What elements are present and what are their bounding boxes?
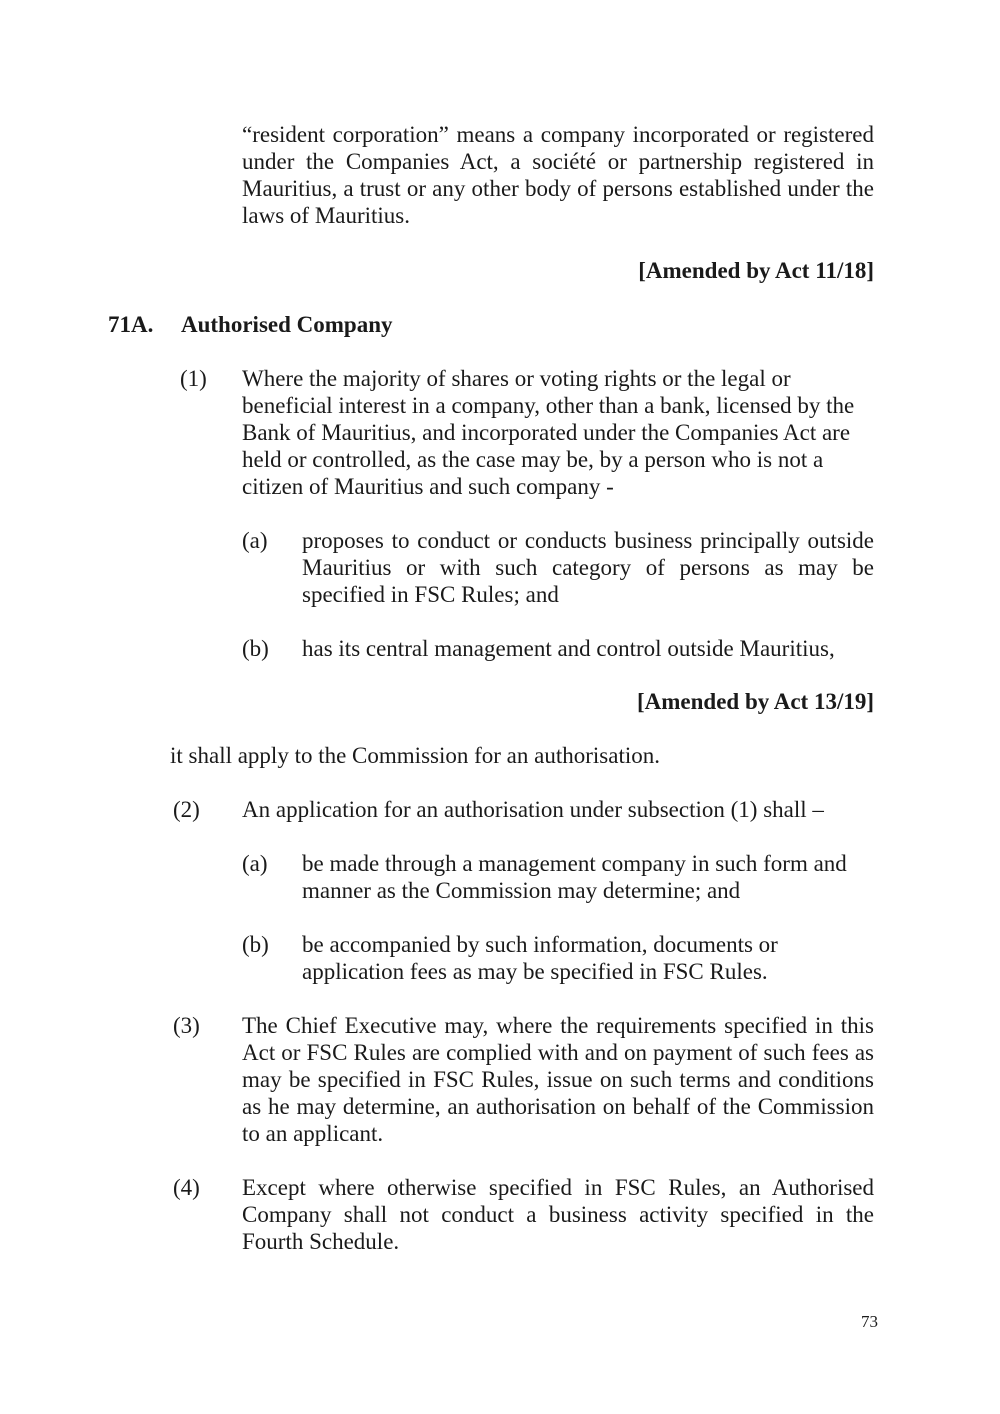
subsection-3-text: The Chief Executive may, where the requirements specified in this Act or FSC Rules are complied with and on payment of such fees as may be specified in FSC Rules, issue on such terms and conditions as he may determine, an authorisation on behalf of the Commission to an applicant. <box>242 1013 874 1146</box>
subsection-4-text: Except where otherwise specified in FSC Rules, an Authorised Company shall not conduct a business activity specified in the Fourth Schedule. <box>242 1175 874 1254</box>
subsection-1b-text: has its central management and control outside Mauritius, <box>302 636 835 661</box>
amendment-note-13-19: [Amended by Act 13/19] <box>636 689 874 714</box>
subsection-2-text: An application for an authorisation under subsection (1) shall – <box>242 797 824 822</box>
amendment-note-11-18: [Amended by Act 11/18] <box>638 258 874 283</box>
subsection-1a-text: proposes to conduct or conducts business principally outside Mauritius or with such category of persons as may be specified in FSC Rules; and <box>302 528 874 607</box>
section-number: 71A. <box>108 312 154 337</box>
subsection-2b-text: be accompanied by such information, documents or application fees as may be specified in FSC Rules. <box>302 932 778 984</box>
subsection-2b-label: (b) <box>242 932 269 957</box>
subsection-2-label: (2) <box>173 797 200 822</box>
subsection-1-text: Where the majority of shares or voting rights or the legal or beneficial interest in a company, other than a bank, licensed by the Bank of Mauritius, and incorporated under the Companies Act are held or controlled, as the case may be, by a person who is not a citizen of Mauritius and such company - <box>242 366 855 499</box>
page-number: 73 <box>861 1312 878 1331</box>
subsection-2a-text: be made through a management company in such form and manner as the Commission may determine; and <box>302 851 847 903</box>
subsection-1-label: (1) <box>180 366 207 391</box>
section-title: Authorised Company <box>181 312 393 337</box>
subsection-2a-label: (a) <box>242 851 268 876</box>
subsection-1-closing: it shall apply to the Commission for an authorisation. <box>170 743 660 768</box>
subsection-4-label: (4) <box>173 1175 200 1200</box>
subsection-1a-label: (a) <box>242 528 268 553</box>
resident-corporation-definition: “resident corporation” means a company incorporated or registered under the Companies Act, a société or partnership registered in Mauritius, a trust or any other body of persons established under the laws of Mauritius. <box>242 122 874 228</box>
subsection-3-label: (3) <box>173 1013 200 1038</box>
subsection-1b-label: (b) <box>242 636 269 661</box>
